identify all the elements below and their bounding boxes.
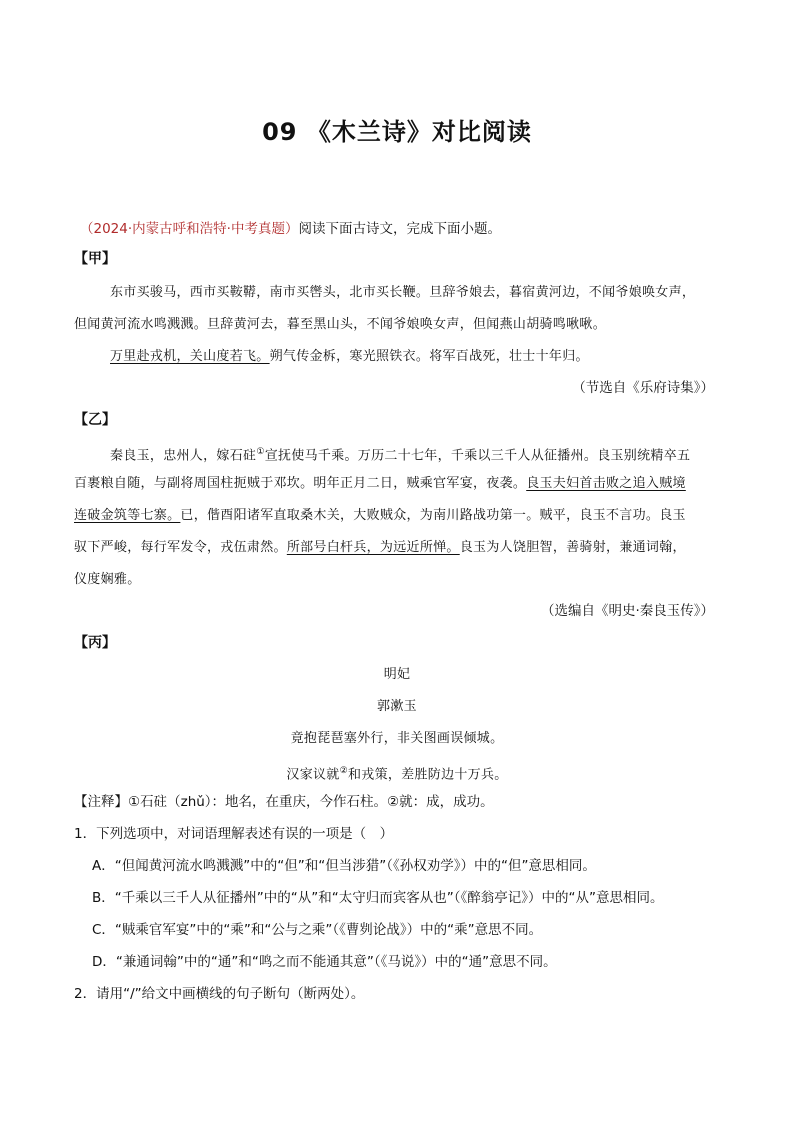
annotation-notes: 【注释】①石砫（zhǔ）：地名，在重庆，今作石柱。②就：成，成功。 — [74, 794, 494, 810]
note-marker-2: ② — [339, 766, 348, 776]
poem-line-2-b: 和戎策，差胜防边十万兵。 — [347, 767, 508, 783]
yi-line-2-a: 百裹粮自随，与副将周国柱扼贼于邓坎。明年正月二日，贼乘官军宴，夜袭。 — [74, 476, 527, 491]
yi-line-3 — [74, 507, 686, 525]
source-tag[interactable]: 2024·内蒙古呼和浩特·中考真题 — [93, 221, 285, 237]
yi-line-1 — [110, 443, 690, 465]
yi-line-1-b: 宣抚使马千乘。万历二十七年，千乘以三千人从征播州。良玉别统精卒五 — [264, 448, 691, 464]
jia-line-2: 但闻黄河流水鸣溅溅。旦辞黄河去，暮至黑山头，不闻爷娘唤女声，但闻燕山胡骑鸣啾啾。 — [74, 317, 607, 332]
poem-author: 郭漱玉 — [377, 699, 417, 714]
yi-source: （选编自《明史·秦良玉传》） — [540, 603, 714, 619]
poem-line-2-a: 汉家议就 — [286, 767, 340, 783]
intro-paren-close: ） — [284, 221, 299, 237]
yi-line-2 — [74, 475, 686, 493]
poem-line-2 — [0, 762, 794, 784]
jia-source: （节选自《乐府诗集》） — [572, 380, 714, 396]
question-1-option-d[interactable]: D．“兼通词翰”中的“通”和“鸣之而不能通其意”（《马说》）中的“通”意思不同。 — [92, 954, 557, 970]
section-heading-jia: 【甲】 — [74, 251, 116, 267]
poem-title: 明妃 — [383, 667, 411, 682]
yi-underlined-sentence-2: 所部号白杆兵，为远近所惮。 — [286, 540, 460, 555]
yi-line-4 — [74, 539, 686, 557]
question-1-option-a[interactable]: A．“但闻黄河流水鸣溅溅”中的“但”和“但当涉猎”（《孙权劝学》）中的“但”意思相同。 — [92, 858, 596, 874]
jia-underlined-sentence: 万里赴戎机，关山度若飞。 — [110, 349, 270, 364]
yi-line-4-a: 驭下严峻，每行军发令，戎伍肃然。 — [74, 540, 287, 555]
jia-line-1: 东市买骏马，西市买鞍鞯，南市买辔头，北市买长鞭。旦辞爷娘去，暮宿黄河边，不闻爷娘唤女声， — [110, 285, 696, 300]
poem-line-1: 竟抱琵琶塞外行，非关图画误倾城。 — [290, 731, 504, 746]
intro-instruction: 阅读下面古诗文，完成下面小题。 — [298, 221, 501, 237]
question-1-option-b[interactable]: B．“千乘以三千人从征播州”中的“从”和“太守归而宾客从也”（《醉翁亭记》）中的“从”意思相同。 — [92, 890, 664, 906]
yi-underlined-sentence-1: 良玉夫妇首击败之追入贼境 — [526, 476, 686, 491]
question-2-stem: 2．请用“/”给文中画横线的句子断句（断两处）。 — [74, 986, 365, 1002]
intro-paren-open: （ — [80, 221, 94, 237]
jia-line-3-rest: 朔气传金柝，寒光照铁衣。将军百战死，壮士十年归。 — [269, 349, 589, 364]
question-1-stem: 1．下列选项中，对词语理解表述有误的一项是（ ） — [74, 826, 394, 842]
page-title: 09 《木兰诗》对比阅读 — [262, 118, 532, 146]
section-heading-bing: 【丙】 — [74, 635, 116, 651]
yi-line-3-b: 已，偕酉阳诸军直取桑木关，大败贼众，为南川路战功第一。贼平，良玉不言功。良玉 — [180, 508, 686, 523]
yi-underlined-sentence-1-cont: 连破金筑等七寨。 — [74, 508, 181, 523]
yi-line-4-b: 良玉为人饶胆智，善骑射，兼通词翰， — [459, 540, 686, 555]
jia-line-3 — [110, 348, 589, 366]
intro-line — [80, 220, 501, 238]
section-heading-yi: 【乙】 — [74, 412, 116, 428]
question-1-option-c[interactable]: C．“贼乘官军宴”中的“乘”和“公与之乘”（《曹刿论战》）中的“乘”意思不同。 — [92, 922, 543, 938]
note-marker-1: ① — [256, 447, 265, 457]
yi-line-5: 仪度娴雅。 — [74, 572, 141, 587]
yi-line-1-a: 秦良玉，忠州人，嫁石砫 — [110, 448, 257, 464]
